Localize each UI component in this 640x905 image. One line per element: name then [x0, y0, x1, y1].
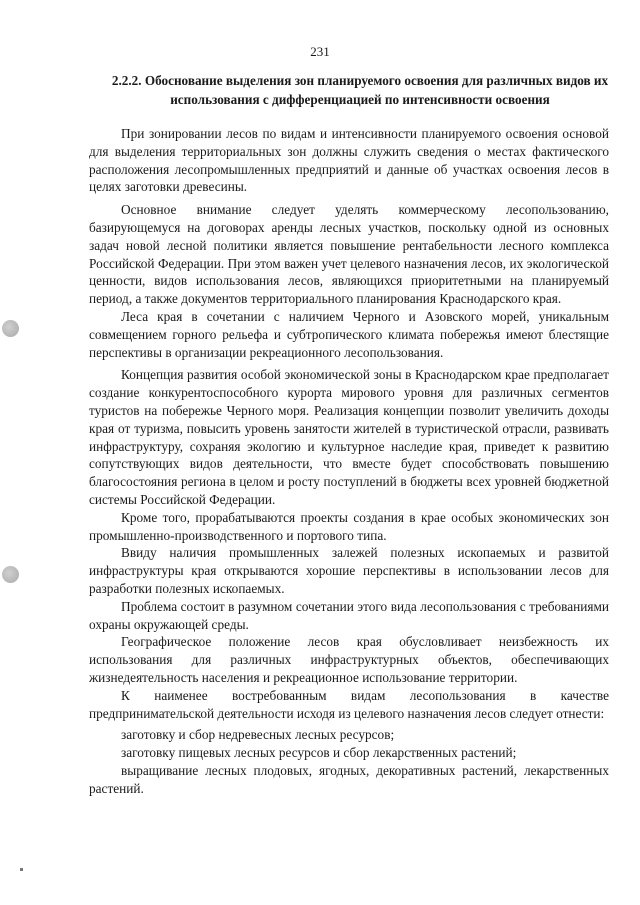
paragraph: К наименее востребованным видам лесопользования в качестве предпринимательской деятельности исходя из целевого назначения лесов следует отнести: — [89, 687, 609, 721]
paragraph: Леса края в сочетании с наличием Черного и Азовского морей, уникальным совмещением горного рельефа и субтропического климата побережья имеют блестящие перспективы в организации рекреационного лесопользования. — [89, 308, 609, 360]
paragraph: Проблема состоит в разумном сочетании этого вида лесопользования с требованиями охраны окружающей среды. — [89, 598, 609, 632]
paragraph: При зонировании лесов по видам и интенсивности планируемого освоения основой для выделения территориальных зон должны служить сведения о местах фактического расположения лесопромышленных предприятий и данные об участках освоения лесов в целях заготовки древесины. — [89, 126, 609, 195]
paragraph: Ввиду наличия промышленных залежей полезных ископаемых и развитой инфраструктуры края открываются хорошие перспективы в использовании лесов для разработки полезных ископаемых. — [89, 545, 609, 596]
punch-hole — [2, 320, 19, 337]
body-text — [89, 125, 609, 797]
paragraph: Кроме того, прорабатываются проекты создания в крае особых экономических зон промышленно-производственного и портового типа. — [89, 509, 609, 543]
list-item: заготовку и сбор недревесных лесных ресурсов; — [121, 727, 395, 743]
paragraph: Основное внимание следует уделять коммерческому лесопользованию, базирующемуся на договорах аренды лесных участков, поскольку одной из основных задач новой лесной политики является повышение рентабельности лесного комплекса Российской Федерации. При этом важен учет целевого назначения лесов, их экологической ценности, видов использования лесов, являющихся приоритетными на планируемый период, а также документов территориального планирования Краснодарского края. — [89, 202, 609, 307]
punch-hole — [2, 566, 19, 583]
paragraph: Концепция развития особой экономической зоны в Краснодарском крае предполагает создание конкурентоспособного курорта мирового уровня для различных сегментов туристов на побережье Черного моря. Реализация концепции позволит увеличить доходы края от туризма, повысить уровень занятости жителей в туристической отрасли, развивать инфраструктуру, сохраняя экологию и культурное наследие края, приведет к развитию сопутствующих видов деятельности, что вместе будет способствовать повышению благосостояния региона в целом и росту поступлений в бюджеты всех уровней бюджетной системы Российской Федерации. — [89, 367, 609, 507]
list-item: выращивание лесных плодовых, ягодных, декоративных растений, лекарственных растений. — [89, 762, 609, 796]
section-heading: 2.2.2. Обоснование выделения зон планируемого освоения для различных видов их использования с дифференциацией по интенсивности освоения — [111, 73, 609, 107]
paragraph: Географическое положение лесов края обусловливает неизбежность их использования для различных инфраструктурных объектов, обеспечивающих жизнедеятельность населения и рекреационное использование территории. — [89, 634, 609, 685]
list-item: заготовку пищевых лесных ресурсов и сбор лекарственных растений; — [121, 745, 517, 761]
scan-speck — [20, 868, 23, 871]
page-number: 231 — [310, 44, 330, 59]
